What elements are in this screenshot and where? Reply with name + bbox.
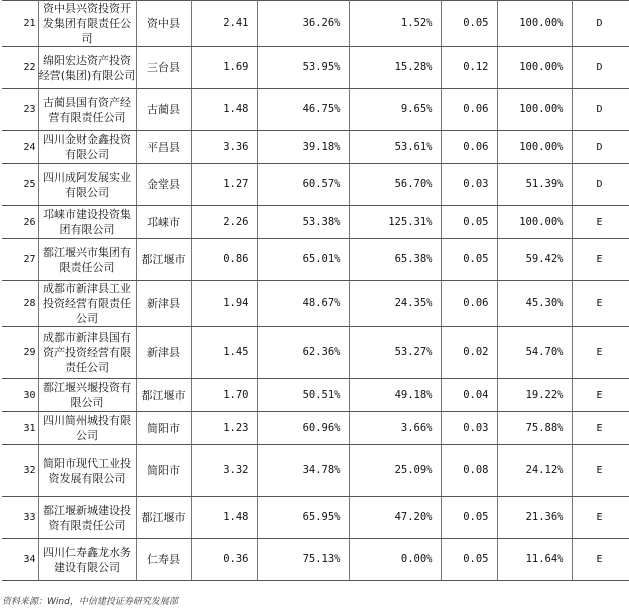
region-text: 新津县 bbox=[147, 297, 180, 310]
value-5-text: 100.00% bbox=[519, 103, 564, 115]
row-index-text: 24 bbox=[23, 141, 36, 153]
region-text: 简阳市 bbox=[147, 464, 180, 477]
grade bbox=[572, 327, 629, 379]
value-3-text: 125.31% bbox=[388, 215, 433, 228]
value-3-text: 65.38% bbox=[394, 253, 433, 265]
value-4 bbox=[441, 497, 497, 539]
value-3-text: 53.61% bbox=[394, 140, 433, 153]
grade bbox=[572, 379, 629, 412]
table-row bbox=[2, 206, 629, 239]
region bbox=[136, 379, 191, 412]
region bbox=[136, 1, 191, 47]
grade-text: E bbox=[596, 347, 603, 358]
table-row bbox=[2, 164, 629, 206]
table-row bbox=[2, 89, 629, 131]
row-index-text: 25 bbox=[23, 179, 36, 190]
value-1-text: 0.36 bbox=[223, 553, 249, 565]
row-index bbox=[2, 412, 38, 445]
grade-text: E bbox=[596, 422, 603, 434]
row-index-text: 28 bbox=[23, 298, 36, 309]
row-index bbox=[2, 131, 38, 164]
value-1 bbox=[191, 89, 257, 131]
grade-text: E bbox=[596, 389, 603, 401]
row-index-text: 26 bbox=[23, 216, 36, 228]
company-name-text: 古蔺县国有资产经营有限责任公司 bbox=[43, 95, 131, 124]
grade bbox=[572, 539, 629, 581]
value-1 bbox=[191, 47, 257, 89]
company-name bbox=[38, 239, 136, 281]
region bbox=[136, 47, 191, 89]
company-name-text: 简阳市现代工业投资发展有限公司 bbox=[43, 456, 131, 485]
value-4-text: 0.05 bbox=[463, 553, 489, 565]
grade bbox=[572, 497, 629, 539]
row-index bbox=[2, 445, 38, 497]
row-index-text: 30 bbox=[23, 389, 36, 401]
grade bbox=[572, 412, 629, 445]
value-3-text: 49.18% bbox=[394, 388, 433, 401]
value-2-text: 60.96% bbox=[302, 421, 341, 434]
value-1-text: 2.41 bbox=[223, 17, 249, 29]
value-3 bbox=[349, 497, 441, 539]
company-name-text: 都江堰新城建设投资有限责任公司 bbox=[43, 503, 131, 532]
company-name-text: 资中县兴资投资开发集团有限责任公司 bbox=[43, 2, 131, 45]
company-name bbox=[38, 164, 136, 206]
value-2 bbox=[257, 164, 349, 206]
company-name bbox=[38, 327, 136, 379]
value-5-text: 75.88% bbox=[525, 421, 564, 434]
company-name bbox=[38, 379, 136, 412]
value-1-text: 2.26 bbox=[223, 215, 249, 228]
value-1-text: 1.48 bbox=[223, 511, 249, 523]
company-name bbox=[38, 1, 136, 47]
value-1-text: 1.69 bbox=[223, 61, 249, 73]
company-name bbox=[38, 47, 136, 89]
value-2 bbox=[257, 497, 349, 539]
value-5-text: 54.70% bbox=[525, 346, 564, 358]
grade bbox=[572, 164, 629, 206]
value-5-text: 11.64% bbox=[525, 553, 564, 565]
grade bbox=[572, 239, 629, 281]
company-name bbox=[38, 206, 136, 239]
region bbox=[136, 445, 191, 497]
value-4-text: 0.03 bbox=[463, 421, 489, 434]
value-3 bbox=[349, 379, 441, 412]
value-2-text: 53.38% bbox=[302, 215, 341, 228]
value-2-text: 65.01% bbox=[302, 253, 341, 265]
region-text: 新津县 bbox=[147, 346, 180, 359]
value-5 bbox=[497, 497, 572, 539]
row-index bbox=[2, 89, 38, 131]
grade bbox=[572, 281, 629, 327]
company-name bbox=[38, 497, 136, 539]
value-5-text: 100.00% bbox=[519, 215, 564, 228]
value-4-text: 0.05 bbox=[463, 511, 489, 523]
grade-text: E bbox=[596, 216, 603, 228]
region-text: 古蔺县 bbox=[147, 103, 180, 116]
value-2 bbox=[257, 445, 349, 497]
value-4-text: 0.02 bbox=[463, 346, 489, 358]
value-5 bbox=[497, 164, 572, 206]
value-2 bbox=[257, 131, 349, 164]
value-5 bbox=[497, 1, 572, 47]
row-index bbox=[2, 497, 38, 539]
value-3 bbox=[349, 327, 441, 379]
table-row bbox=[2, 131, 629, 164]
value-1 bbox=[191, 281, 257, 327]
value-5 bbox=[497, 327, 572, 379]
value-1 bbox=[191, 164, 257, 206]
row-index bbox=[2, 281, 38, 327]
value-3 bbox=[349, 164, 441, 206]
value-4 bbox=[441, 131, 497, 164]
value-1 bbox=[191, 131, 257, 164]
region bbox=[136, 206, 191, 239]
value-3-text: 15.28% bbox=[394, 61, 433, 73]
value-5 bbox=[497, 412, 572, 445]
row-index-text: 31 bbox=[23, 422, 36, 434]
value-2 bbox=[257, 206, 349, 239]
value-4-text: 0.05 bbox=[463, 253, 489, 265]
value-3 bbox=[349, 89, 441, 131]
value-3 bbox=[349, 412, 441, 445]
region bbox=[136, 239, 191, 281]
value-2-text: 34.78% bbox=[302, 464, 341, 476]
grade bbox=[572, 131, 629, 164]
value-3-text: 47.20% bbox=[394, 511, 433, 523]
value-5-text: 45.30% bbox=[525, 297, 564, 309]
grade-text: E bbox=[596, 298, 603, 309]
value-5-text: 51.39% bbox=[525, 178, 564, 190]
table-row bbox=[2, 412, 629, 445]
company-name-text: 四川简州城投有限公司 bbox=[43, 414, 131, 442]
value-3-text: 25.09% bbox=[394, 464, 433, 476]
grade-text: D bbox=[596, 179, 603, 190]
value-3 bbox=[349, 539, 441, 581]
value-3 bbox=[349, 131, 441, 164]
grade-text: D bbox=[596, 104, 603, 115]
row-index bbox=[2, 164, 38, 206]
value-1-text: 1.48 bbox=[223, 103, 249, 115]
company-name bbox=[38, 131, 136, 164]
company-name bbox=[38, 539, 136, 581]
value-2 bbox=[257, 89, 349, 131]
value-2 bbox=[257, 239, 349, 281]
value-2-text: 60.57% bbox=[302, 178, 341, 190]
region-text: 金堂县 bbox=[147, 178, 180, 191]
region bbox=[136, 281, 191, 327]
company-name-text: 成都市新津县工业投资经营有限责任公司 bbox=[43, 282, 131, 325]
table-row bbox=[2, 497, 629, 539]
value-4-text: 0.06 bbox=[463, 103, 489, 115]
grade bbox=[572, 89, 629, 131]
value-4 bbox=[441, 327, 497, 379]
table-row bbox=[2, 539, 629, 581]
region-text: 都江堰市 bbox=[141, 388, 186, 402]
value-1 bbox=[191, 497, 257, 539]
region bbox=[136, 327, 191, 379]
value-1-text: 1.94 bbox=[223, 297, 249, 309]
value-1 bbox=[191, 239, 257, 281]
value-2 bbox=[257, 379, 349, 412]
value-1-text: 0.86 bbox=[223, 253, 249, 265]
value-2-text: 48.67% bbox=[302, 297, 341, 309]
row-index bbox=[2, 239, 38, 281]
row-index-text: 21 bbox=[23, 18, 36, 29]
region bbox=[136, 497, 191, 539]
region-text: 都江堰市 bbox=[141, 253, 186, 266]
region bbox=[136, 164, 191, 206]
value-2-text: 36.26% bbox=[302, 17, 341, 29]
value-5 bbox=[497, 131, 572, 164]
value-2 bbox=[257, 327, 349, 379]
value-4-text: 0.06 bbox=[463, 297, 489, 309]
value-1-text: 1.27 bbox=[223, 178, 249, 190]
row-index-text: 27 bbox=[23, 254, 36, 265]
value-2-text: 39.18% bbox=[302, 140, 341, 153]
table-row bbox=[2, 47, 629, 89]
table-row bbox=[2, 379, 629, 412]
value-2 bbox=[257, 47, 349, 89]
value-5 bbox=[497, 445, 572, 497]
value-5 bbox=[497, 379, 572, 412]
company-table bbox=[2, 0, 629, 581]
row-index-text: 22 bbox=[23, 62, 36, 73]
value-1 bbox=[191, 445, 257, 497]
region-text: 邛崃市 bbox=[147, 215, 180, 229]
value-5 bbox=[497, 89, 572, 131]
value-4 bbox=[441, 281, 497, 327]
region-text: 仁寿县 bbox=[147, 553, 180, 566]
table-row bbox=[2, 1, 629, 47]
row-index bbox=[2, 539, 38, 581]
value-3 bbox=[349, 445, 441, 497]
value-4-text: 0.03 bbox=[463, 178, 489, 190]
value-3-text: 53.27% bbox=[394, 346, 433, 358]
value-5-text: 100.00% bbox=[519, 17, 564, 29]
value-2 bbox=[257, 539, 349, 581]
value-4-text: 0.05 bbox=[463, 215, 489, 228]
value-4 bbox=[441, 164, 497, 206]
value-2 bbox=[257, 281, 349, 327]
value-1-text: 3.36 bbox=[223, 140, 249, 153]
value-1 bbox=[191, 379, 257, 412]
table-row bbox=[2, 239, 629, 281]
value-1 bbox=[191, 206, 257, 239]
value-3-text: 1.52% bbox=[400, 17, 433, 29]
grade bbox=[572, 47, 629, 89]
value-4 bbox=[441, 539, 497, 581]
value-3 bbox=[349, 239, 441, 281]
value-3 bbox=[349, 1, 441, 47]
value-4-text: 0.08 bbox=[463, 464, 489, 476]
value-5 bbox=[497, 206, 572, 239]
row-index-text: 34 bbox=[23, 554, 36, 565]
value-3 bbox=[349, 281, 441, 327]
value-5-text: 59.42% bbox=[525, 253, 564, 265]
value-4 bbox=[441, 1, 497, 47]
region-text: 都江堰市 bbox=[141, 511, 186, 524]
company-name-text: 邛崃市建设投资集团有限公司 bbox=[43, 208, 131, 236]
region bbox=[136, 412, 191, 445]
grade-text: D bbox=[596, 62, 603, 73]
value-5-text: 24.12% bbox=[525, 464, 564, 476]
company-name bbox=[38, 281, 136, 327]
company-name-text: 四川仁寿鑫龙水务建设有限公司 bbox=[43, 545, 131, 574]
value-4 bbox=[441, 206, 497, 239]
company-name bbox=[38, 412, 136, 445]
value-4 bbox=[441, 412, 497, 445]
company-name-text: 都江堰兴市集团有限责任公司 bbox=[43, 245, 131, 274]
value-2-text: 65.95% bbox=[302, 511, 341, 523]
region-text: 资中县 bbox=[147, 17, 180, 30]
value-2-text: 53.95% bbox=[302, 61, 341, 73]
value-5-text: 19.22% bbox=[525, 388, 564, 401]
grade-text: E bbox=[596, 254, 603, 265]
value-5-text: 21.36% bbox=[525, 511, 564, 523]
company-name-text: 四川金财金鑫投资有限公司 bbox=[43, 133, 131, 161]
grade bbox=[572, 445, 629, 497]
value-3-text: 3.66% bbox=[400, 421, 433, 434]
value-1 bbox=[191, 327, 257, 379]
region bbox=[136, 131, 191, 164]
value-2-text: 75.13% bbox=[302, 553, 341, 565]
value-1-text: 1.70 bbox=[223, 388, 249, 401]
value-3-text: 24.35% bbox=[394, 297, 433, 309]
company-name-text: 四川成阿发展实业有限公司 bbox=[43, 170, 131, 199]
company-name-text: 成都市新津县国有资产投资经营有限责任公司 bbox=[43, 331, 131, 374]
value-4 bbox=[441, 379, 497, 412]
grade bbox=[572, 206, 629, 239]
row-index-text: 29 bbox=[23, 347, 36, 358]
value-3-text: 56.70% bbox=[394, 178, 433, 190]
value-5 bbox=[497, 239, 572, 281]
company-name bbox=[38, 445, 136, 497]
value-4-text: 0.06 bbox=[463, 140, 489, 153]
value-4 bbox=[441, 89, 497, 131]
table-row bbox=[2, 445, 629, 497]
grade-text: E bbox=[596, 512, 603, 523]
grade bbox=[572, 1, 629, 47]
value-4 bbox=[441, 445, 497, 497]
company-name bbox=[38, 89, 136, 131]
row-index bbox=[2, 327, 38, 379]
value-3 bbox=[349, 206, 441, 239]
value-2 bbox=[257, 412, 349, 445]
value-3 bbox=[349, 47, 441, 89]
value-3-text: 0.00% bbox=[400, 553, 433, 565]
value-1 bbox=[191, 1, 257, 47]
value-2-text: 46.75% bbox=[302, 103, 341, 115]
row-index bbox=[2, 47, 38, 89]
value-4-text: 0.05 bbox=[463, 17, 489, 29]
row-index-text: 33 bbox=[23, 512, 36, 523]
grade-text: D bbox=[596, 18, 603, 29]
value-3-text: 9.65% bbox=[400, 103, 433, 115]
grade-text: E bbox=[596, 465, 603, 476]
value-1-text: 1.23 bbox=[223, 421, 249, 434]
value-5 bbox=[497, 47, 572, 89]
region-text: 平昌县 bbox=[147, 140, 180, 154]
value-5 bbox=[497, 539, 572, 581]
value-2-text: 50.51% bbox=[302, 388, 341, 401]
value-2-text: 62.36% bbox=[302, 346, 341, 358]
grade-text: D bbox=[596, 141, 603, 153]
row-index-text: 32 bbox=[23, 465, 36, 476]
value-4-text: 0.12 bbox=[463, 61, 489, 73]
value-1-text: 3.32 bbox=[223, 464, 249, 476]
table-row bbox=[2, 281, 629, 327]
company-name-text: 绵阳宏达资产投资经营(集团)有限公司 bbox=[38, 53, 136, 82]
region bbox=[136, 89, 191, 131]
value-1-text: 1.45 bbox=[223, 346, 249, 358]
row-index bbox=[2, 1, 38, 47]
region bbox=[136, 539, 191, 581]
value-5 bbox=[497, 281, 572, 327]
value-2 bbox=[257, 1, 349, 47]
company-name-text: 都江堰兴堰投资有限公司 bbox=[43, 381, 131, 409]
region-text: 简阳市 bbox=[147, 421, 180, 435]
region-text: 三台县 bbox=[147, 61, 180, 74]
row-index bbox=[2, 206, 38, 239]
row-index-text: 23 bbox=[23, 104, 36, 115]
row-index bbox=[2, 379, 38, 412]
value-4-text: 0.04 bbox=[463, 388, 489, 401]
value-4 bbox=[441, 239, 497, 281]
value-5-text: 100.00% bbox=[519, 61, 564, 73]
value-4 bbox=[441, 47, 497, 89]
value-5-text: 100.00% bbox=[519, 140, 564, 153]
value-1 bbox=[191, 412, 257, 445]
value-1 bbox=[191, 539, 257, 581]
source-note: 资料来源：Wind，中信建投证券研究发展部 bbox=[2, 597, 178, 607]
table-row bbox=[2, 327, 629, 379]
grade-text: E bbox=[596, 554, 603, 565]
